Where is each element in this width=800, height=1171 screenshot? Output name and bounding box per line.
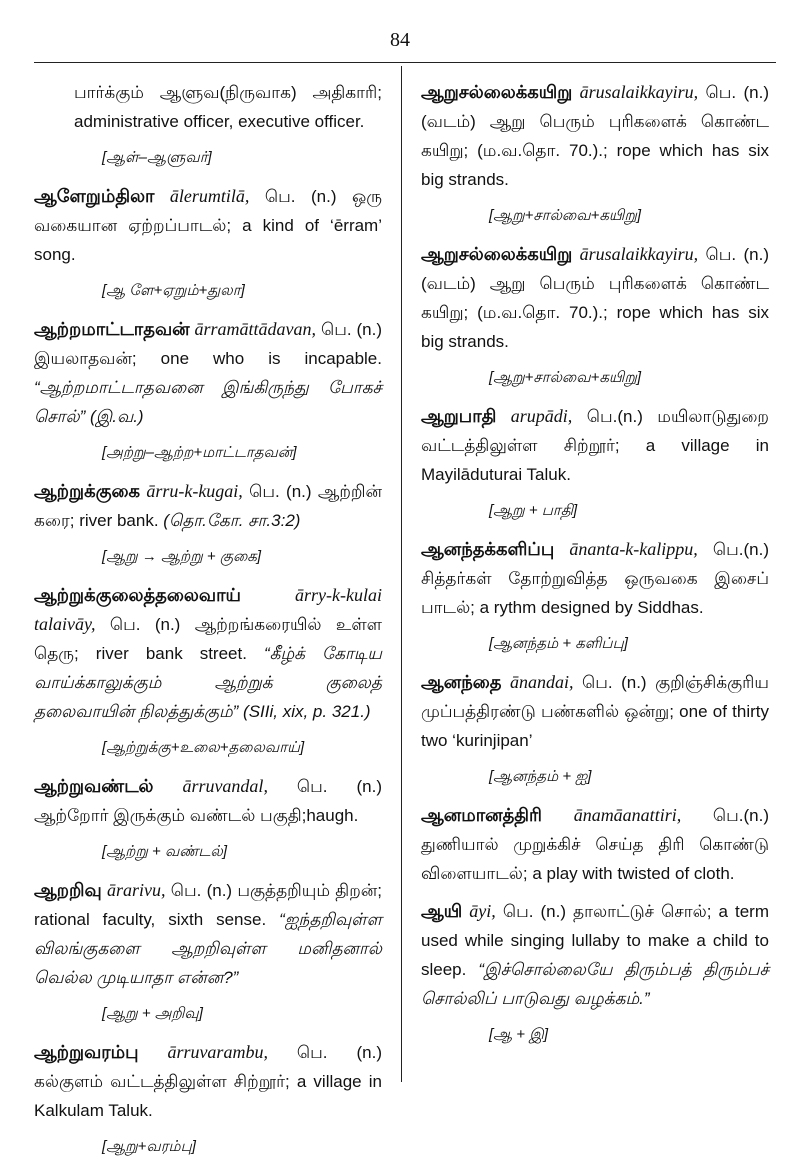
transliteration: ārru-k-kugai, <box>146 481 243 501</box>
headword: ஆறுசல்லைக்கயிறு <box>421 82 573 102</box>
quotation: “ஆற்றமாட்டாதவனை இங்கிருந்து போகச் சொல்” (இ.வ.) <box>34 378 382 426</box>
etymology: [ஆள்–ஆளுவர்] <box>102 149 212 166</box>
etymology: [ஆனந்தம் + ஐ] <box>489 768 592 785</box>
definition: பெ. (n.) (வடம்) ஆறு பெரும் புரிகளைக் கொண்ட கயிறு; (ம.வ.தொ. 70.).; rope which has six big strands. <box>421 83 769 189</box>
left-column <box>34 78 382 1171</box>
etymology: [ஆறு+சால்வை+கயிறு] <box>489 369 642 386</box>
headword: ஆயி <box>421 901 463 921</box>
transliteration: āyi, <box>469 901 496 921</box>
transliteration: arupādi, <box>510 406 573 426</box>
headword: ஆற்றுக்குலைத்தலைவாய் <box>34 585 241 605</box>
right-column <box>421 78 769 1059</box>
etymology: [அற்று–ஆற்ற+மாட்டாதவன்] <box>102 444 297 461</box>
definition: பெ.(n.) மயிலாடுதுறை வட்டத்திலுள்ள சிற்றூர்; a village in Mayilāduturai Taluk. <box>421 407 769 484</box>
dictionary-entry <box>34 581 382 726</box>
definition: பெ.(n.) சித்தர்கள் தோற்றுவித்த ஒருவகை இசைப் பாடல்; a rythm designed by Siddhas. <box>421 540 769 617</box>
quotation: “கீழ்க் கோடிய வாய்க்காலுக்கும் ஆற்றுக் குலைத் தலைவாயின் நிலத்துக்கும்” (SIIi, xix, p. 321.) <box>34 644 382 721</box>
definition: பெ. (n.) (வடம்) ஆறு பெரும் புரிகளைக் கொண்ட கயிறு; (ம.வ.தொ. 70.).; rope which has six big strands. <box>421 245 769 351</box>
definition: பெ. (n.) குறிஞ்சிக்குரிய முப்பத்திரண்டு பண்களில் ஒன்று; one of thirty two ‘kurinjipan’ <box>421 673 769 750</box>
headword: ஆனமானத்திரி <box>421 805 542 825</box>
etymology: [ஆற்று + வண்டல்] <box>102 843 227 860</box>
definition: பெ. (n.) ஆற்றின் கரை; river bank. <box>34 482 383 530</box>
headword: ஆறுபாதி <box>421 406 497 426</box>
column-divider <box>401 66 402 1082</box>
etymology: [ஆறு+சால்வை+கயிறு] <box>489 207 642 224</box>
headword: ஆறுசல்லைக்கயிறு <box>421 244 573 264</box>
dictionary-entry <box>34 772 382 830</box>
definition: பெ. (n.) இயலாதவன்; one who is incapable. <box>34 320 382 368</box>
transliteration: ālerumtilā, <box>169 186 250 206</box>
dictionary-entry <box>421 535 769 622</box>
transliteration: ārry-k-kulai talaivāy, <box>34 585 382 634</box>
definition: பெ. (n.) ஒரு வகையான ஏற்றப்பாடல்; a kind of ‘ērram’ song. <box>34 187 382 264</box>
transliteration: ānandai, <box>510 672 574 692</box>
dictionary-entry <box>421 668 769 755</box>
transliteration: ārramāttādavan, <box>194 319 317 339</box>
etymology: [ஆற்றுக்கு+உலை+தலைவாய்] <box>102 739 305 756</box>
definition: பெ. (n.) ஆற்றங்கரையில் உள்ள தெரு; river bank street. <box>34 615 382 663</box>
quotation: “இச்சொல்லையே திரும்பத் திரும்பச் சொல்லிப் பாடுவது வழக்கம்.” <box>421 960 769 1008</box>
dictionary-entry <box>34 182 382 269</box>
quotation: (தொ.கோ. சா.3:2) <box>163 511 301 530</box>
headword: ஆனந்தக்களிப்பு <box>421 539 555 559</box>
quotation: “ஐந்தறிவுள்ள விலங்குகளை ஆறறிவுள்ள மனிதனால் வெல்ல முடியாதா என்ன?” <box>34 910 382 987</box>
etymology: [ஆனந்தம் + களிப்பு] <box>489 635 628 652</box>
etymology: [ஆறு + அறிவு] <box>102 1005 203 1022</box>
transliteration: ānanta-k-kalippu, <box>569 539 698 559</box>
etymology: [ஆ ளே+ஏறும்+துலா] <box>102 282 245 299</box>
dictionary-entry <box>421 78 769 194</box>
transliteration: ārruvarambu, <box>167 1042 268 1062</box>
continuation-text: பார்க்கும் ஆளுவ(நிருவாக) அதிகாரி; administrative officer, executive officer. <box>74 83 382 131</box>
transliteration: ārarivu, <box>106 880 166 900</box>
headword: ஆனந்தை <box>421 672 502 692</box>
transliteration: ārusalaikkayiru, <box>579 244 699 264</box>
dictionary-entry <box>34 1038 382 1125</box>
etymology: [ஆ + இ] <box>489 1026 548 1043</box>
page-number: 84 <box>390 29 410 51</box>
headword: ஆற்றுவண்டல் <box>34 776 154 796</box>
definition: பெ. (n.) கல்குளம் வட்டத்திலுள்ள சிற்றூர்; a village in Kalkulam Taluk. <box>34 1043 382 1120</box>
header-rule <box>34 62 776 63</box>
headword: ஆறறிவு <box>34 880 102 900</box>
definition: பெ. (n.) பகுத்தறியும் திறன்; rational faculty, sixth sense. <box>34 881 382 929</box>
transliteration: ānamāanattiri, <box>573 805 682 825</box>
dictionary-entry <box>34 876 382 992</box>
dictionary-entry <box>421 240 769 356</box>
etymology: [ஆறு+வரம்பு] <box>102 1138 196 1155</box>
dictionary-entry <box>421 801 769 888</box>
dictionary-entry <box>34 315 382 431</box>
dictionary-entry <box>421 402 769 489</box>
etymology: [ஆறு → ஆற்று + குகை] <box>102 548 262 565</box>
headword: ஆற்றுவரம்பு <box>34 1042 139 1062</box>
headword: ஆற்றுக்குகை <box>34 481 141 501</box>
transliteration: ārusalaikkayiru, <box>579 82 699 102</box>
headword: ஆளேறும்திலா <box>34 186 155 206</box>
dictionary-entry <box>34 477 382 535</box>
dictionary-entry <box>421 897 769 1013</box>
definition: பெ. (n.) தாலாட்டுச் சொல்; a term used while singing lullaby to make a child to sleep. <box>421 902 769 979</box>
definition: பெ. (n.) ஆற்றோர் இருக்கும் வண்டல் பகுதி;haugh. <box>34 777 382 825</box>
headword: ஆற்றமாட்டாதவன் <box>34 319 190 339</box>
definition: பெ.(n.) துணியால் முறுக்கிச் செய்த திரி கொண்டு விளையாடல்; a play with twisted of cloth. <box>421 806 769 883</box>
transliteration: ārruvandal, <box>182 776 268 796</box>
etymology: [ஆறு + பாதி] <box>489 502 578 519</box>
